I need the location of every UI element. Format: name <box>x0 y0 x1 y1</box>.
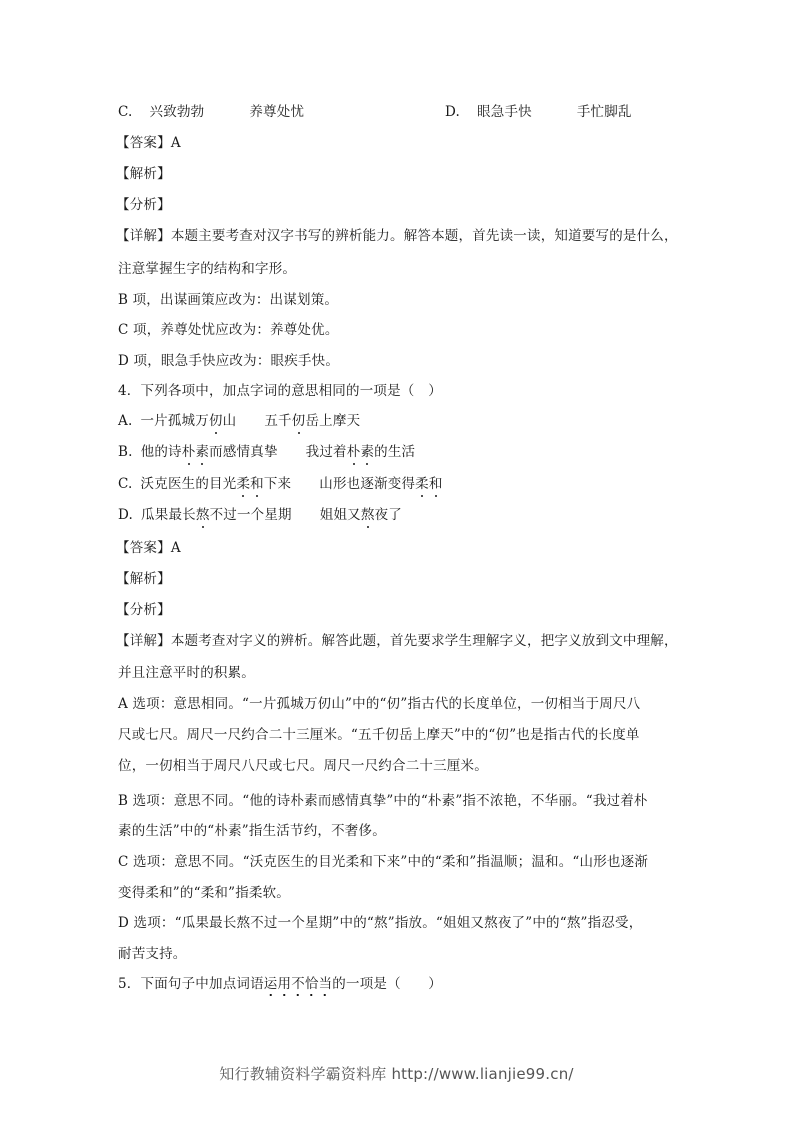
dotted-char: 柔 <box>415 476 429 492</box>
q4-answer <box>116 539 181 557</box>
dotted-char: 朴 <box>346 444 361 460</box>
dotted-word: 熬 <box>195 507 210 523</box>
dotted-char: 素 <box>360 444 375 460</box>
q4-fenxi-tag: 【分析】 <box>116 602 171 618</box>
watermark-footer: 知行教辅资料学霸资料库 http://www.lianjie99.cn/ <box>219 1065 574 1083</box>
q3-correction-b: B 项，出谋画策应改为：出谋划策。 <box>118 292 339 308</box>
q4-detail <box>116 632 678 650</box>
dotted-word: 仞 <box>208 413 223 429</box>
stem-text: 的一项是（ ） <box>332 976 442 992</box>
sentence-text: 不过一个星期 <box>209 507 292 523</box>
q4-explain-b-2: 素的生活”中的“朴素”指生活节约，不奢侈。 <box>118 823 386 839</box>
dotted-word <box>415 476 442 492</box>
q4-option-a <box>118 412 360 430</box>
dotted-char: 柔 <box>236 476 251 492</box>
q3-analysis-tag: 【解析】 <box>116 166 171 182</box>
answer-tag: 【答案】 <box>116 540 171 556</box>
q4-detail-cont: 并且注意平时的积累。 <box>118 665 255 681</box>
option-c-label: C. <box>118 104 133 120</box>
sentence-text: 山形也逐渐变得 <box>319 476 416 492</box>
dotted-char: 朴 <box>181 444 196 460</box>
q4-explain-d-2: 耐苦支持。 <box>118 946 187 962</box>
sentence-text: 而感情真挚 <box>209 444 278 460</box>
detail-text: 本题考查对字义的辨析。解答此题，首先要求学生理解字义，把字义放到文中理解， <box>170 633 678 649</box>
q4-explain-a-2: 尺或七尺。周尺一尺约合二十三厘米。“五千仞岳上摩天”中的“仞”也是指古代的长度单 <box>118 727 640 743</box>
stem-text: 5．下面句子中加点词语 <box>118 976 264 992</box>
detail-tag: 【详解】 <box>116 633 171 649</box>
q3-options-cd <box>118 103 678 121</box>
option-d-word-1: 眼急手快 <box>477 104 532 120</box>
sentence-text: 他的诗 <box>140 444 182 460</box>
detail-text: 本题主要考查对汉字书写的辨析能力。解答本题，首先读一读，知道要写的是什么， <box>170 228 678 244</box>
q3-fenxi-tag: 【分析】 <box>116 197 171 213</box>
option-label: D. <box>118 507 134 523</box>
dotted-word <box>347 444 374 460</box>
q4-stem: 4．下列各项中，加点字词的意思相同的一项是（ ） <box>118 383 442 399</box>
q3-answer <box>116 134 181 152</box>
answer-tag: 【答案】 <box>116 135 171 151</box>
q4-explain-d-1: D 选项：“瓜果最长熬不过一个星期”中的“熬”指放。“姐姐又熬夜了”中的“熬”指忍受， <box>118 915 643 931</box>
q4-option-d <box>118 506 402 524</box>
q3-detail <box>116 227 678 245</box>
q4-explain-c-2: 变得柔和”的“柔和”指柔软。 <box>118 885 291 901</box>
sentence-text: 下来 <box>263 476 292 492</box>
option-label: B. <box>118 444 133 460</box>
q4-option-c <box>118 475 443 493</box>
q3-correction-d: D 项，眼急手快应改为：眼疾手快。 <box>118 353 340 369</box>
sentence-text: 夜了 <box>374 507 402 523</box>
sentence-text: 沃克医生的目光 <box>140 476 237 492</box>
q3-detail-cont: 注意掌握生字的结构和字形。 <box>118 261 297 277</box>
dotted-char: 和 <box>250 476 264 492</box>
option-d-label: D. <box>445 104 461 120</box>
dotted-word: 仞 <box>291 413 306 429</box>
option-label: C. <box>118 476 133 492</box>
dotted-char: 和 <box>428 476 443 492</box>
option-c-word-2: 养尊处忧 <box>249 104 305 120</box>
q4-explain-c-1: C 选项：意思不同。“沃克医生的目光柔和下来”中的“柔和”指温顺；温和。“山形也逐渐 <box>118 854 649 870</box>
detail-tag: 【详解】 <box>116 228 171 244</box>
option-c-word-1: 兴致勃勃 <box>149 104 205 120</box>
sentence-text: 姐姐又 <box>319 507 361 523</box>
q4-option-b <box>118 443 415 461</box>
option-d-word-2: 手忙脚乱 <box>576 104 632 120</box>
dotted-word: 运用不恰当 <box>264 976 333 997</box>
sentence-text: 的生活 <box>374 444 416 460</box>
sentence-text: 我过着 <box>305 444 347 460</box>
sentence-text: 一片孤城万 <box>140 413 209 429</box>
q4-explain-a-1: A 选项：意思相同。“一片孤城万仞山”中的“仞”指古代的长度单位，一仞相当于周尺八 <box>118 696 641 712</box>
sentence-text: 五千 <box>264 413 292 429</box>
dotted-word <box>182 444 209 460</box>
sentence-text: 山 <box>222 413 237 429</box>
q3-correction-c: C 项，养尊处忧应改为：养尊处优。 <box>118 322 339 338</box>
sentence-text: 瓜果最长 <box>141 507 196 523</box>
q4-analysis-tag: 【解析】 <box>116 571 171 587</box>
sentence-text: 岳上摩天 <box>305 413 361 429</box>
q4-explain-b-1: B 选项：意思不同。“他的诗朴素而感情真挚”中的“朴素”指不浓艳，不华丽。“我过着朴 <box>118 793 648 809</box>
q5-stem <box>118 975 442 993</box>
answer-value: A <box>170 540 181 556</box>
answer-value: A <box>170 135 181 151</box>
dotted-word <box>236 476 263 492</box>
q4-explain-a-3: 位，一仞相当于周尺八尺或七尺。周尺一尺约合二十三厘米。 <box>118 758 488 774</box>
dotted-char: 素 <box>195 444 210 460</box>
option-label: A. <box>118 413 133 429</box>
dotted-word: 熬 <box>360 507 375 523</box>
